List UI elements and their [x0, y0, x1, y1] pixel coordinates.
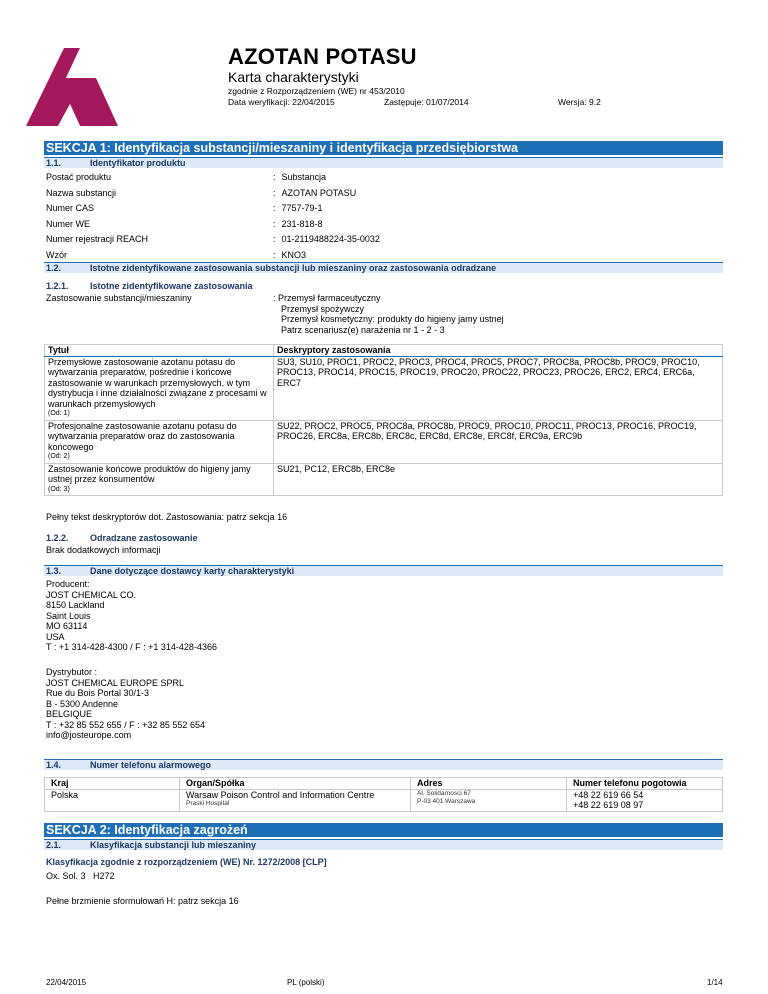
identifier-value-text: 7757-79-1: [281, 203, 323, 214]
subsection-label: Dane dotyczące dostawcy karty charakterystyki: [90, 566, 295, 576]
use-value: Przemysł kosmetyczny: produkty do higieny jamy ustnej: [281, 314, 504, 324]
emergency-address: Al. Solidarnosci 67: [417, 789, 471, 797]
subsection-1-1-heading: [44, 157, 723, 168]
subsection-label: Istotne zidentyfikowane zastosowania: [90, 281, 253, 291]
producer-line: MO 63114: [46, 621, 88, 631]
version-label: Wersja: 9.2: [558, 97, 601, 107]
identifier-label: Wzór: [46, 250, 67, 260]
distributor-line: info@josteurope.com: [46, 730, 132, 740]
subsection-number: 1.2.: [46, 263, 62, 273]
subsection-number: 1.2.1.: [46, 281, 69, 291]
producer-line: Producent:: [46, 579, 90, 589]
table-header-row: [45, 778, 723, 790]
use-value: Przemysł spożywczy: [281, 303, 365, 314]
separator: :: [273, 218, 276, 229]
identifier-value-text: 231-818-8: [281, 218, 323, 229]
subsection-label: Istotne zidentyfikowane zastosowania substancji lub mieszaniny oraz zastosowania odradzane: [90, 263, 497, 273]
identifier-label: Numer rejestracji REACH: [46, 234, 149, 245]
column-header: Numer telefonu pogotowia: [567, 778, 723, 790]
use-value: Przemysł farmaceutyczny: [278, 293, 381, 303]
company-logo: [22, 38, 122, 130]
table-row: [45, 789, 723, 811]
subsection-1-2-1-heading: [44, 281, 723, 292]
replaces-date: Zastępuje: 01/07/2014: [384, 97, 469, 107]
use-code: (Od: 1): [48, 410, 70, 417]
table-row: [45, 356, 723, 420]
subsection-number: 1.3.: [46, 566, 62, 576]
column-header: Adres: [411, 778, 567, 790]
column-header: Kraj: [45, 778, 180, 790]
producer-line: T : +1 314-428-4300 / F : +1 314-428-4366: [46, 642, 217, 652]
subsection-label: Odradzane zastosowanie: [90, 533, 198, 543]
distributor-line: Dystrybutor :: [46, 667, 98, 677]
identifier-value: [273, 172, 326, 182]
emergency-country: Polska: [45, 789, 180, 811]
separator: :: [273, 234, 276, 245]
footer-date: 22/04/2015: [46, 978, 87, 987]
section-2-heading: SEKCJA 2: Identyfikacja zagrożeń: [44, 823, 723, 837]
regulation-line: zgodnie z Rozporządzeniem (WE) nr 453/2010: [228, 86, 405, 96]
uses-table: [44, 344, 723, 496]
identifier-value-text: 01-2119488224-35-0032: [281, 234, 380, 245]
identifier-label: Nazwa substancji: [46, 187, 117, 198]
section-1-heading: SEKCJA 1: Identyfikacja substancji/mieszaniny i identyfikacja przedsiębiorstwa: [44, 141, 723, 155]
use-title: Przemysłowe zastosowanie azotanu potasu do wytwarzania preparatów, pośrednie i końcowe zastosowanie w warunkach przemysłowych, w tym dystrybucja i inne działalności związane z procesami w warunkach przemysłowych: [48, 356, 267, 409]
producer-line: Saint Louis: [46, 610, 91, 621]
use-descriptors: SU21, PC12, ERC8b, ERC8e: [274, 463, 723, 496]
producer-block: [46, 579, 217, 653]
clp-heading: Klasyfikacja zgodnie z rozporządzeniem (WE) Nr. 1272/2008 [CLP]: [46, 857, 327, 867]
use-code: (Od: 3): [48, 485, 70, 493]
separator: :: [273, 172, 276, 182]
use-code: (Od: 2): [48, 453, 70, 460]
separator: :: [273, 203, 276, 214]
identifier-label: Numer WE: [46, 218, 91, 229]
identifier-value: [273, 219, 323, 229]
use-values: : Przemysł farmaceutyczny Przemysł spożywczy Przemysł kosmetyczny: produkty do higieny jamy ustnej Patrz scenariusz(e) narażenia nr 1 - 2 - 3: [273, 293, 504, 335]
distributor-line: T : +32 85 552 655 / F : +32 85 552 654: [46, 719, 205, 730]
subsection-1-2-2-heading: [44, 533, 723, 544]
distributor-line: BELGIQUE: [46, 709, 93, 719]
separator: :: [273, 250, 276, 260]
identifier-value: [273, 250, 306, 260]
column-header: Organ/Spółka: [180, 778, 411, 790]
distributor-line: JOST CHEMICAL EUROPE SPRL: [46, 677, 185, 688]
no-info-text: Brak dodatkowych informacji: [46, 545, 161, 555]
subsection-label: Klasyfikacja substancji lub mieszaniny: [90, 840, 257, 850]
subsection-label: Numer telefonu alarmowego: [90, 760, 212, 770]
subsection-1-2-heading: [44, 262, 723, 273]
document-subtitle: Karta charakterystyki: [228, 69, 359, 85]
verification-date: Data weryfikacji: 22/04/2015: [228, 97, 335, 107]
table-row: [45, 420, 723, 463]
identifier-value: [273, 188, 356, 198]
column-header: Deskryptory zastosowania: [274, 345, 723, 357]
identifier-value-text: KNO3: [281, 250, 307, 260]
column-header: Tytuł: [45, 345, 274, 357]
producer-line: JOST CHEMICAL CO.: [46, 589, 137, 600]
use-descriptors: SU3, SU10, PROC1, PROC2, PROC3, PROC4, PROC5, PROC7, PROC8a, PROC8b, PROC9, PROC10, PROC13, PROC14, PROC15, PROC19, PROC20, PROC22, PROC23, PROC26, ERC2, ERC4, ERC6a, ERC7: [274, 356, 723, 420]
identifier-label: Numer CAS: [46, 203, 95, 214]
use-descriptors: SU22, PROC2, PROC5, PROC8a, PROC8b, PROC9, PROC10, PROC11, PROC13, PROC16, PROC19, PROC26, ERC8a, ERC8b, ERC8c, ERC8d, ERC8e, ERC8f, ERC9a, ERC9b: [274, 420, 723, 463]
emergency-phone: +48 22 619 66 54: [573, 789, 644, 800]
emergency-org-sub: Praski Hospital: [186, 800, 230, 807]
footer-page: 1/14: [707, 978, 723, 987]
subsection-label: Identyfikator produktu: [90, 158, 186, 168]
use-label: Zastosowanie substancji/mieszaniny: [46, 293, 192, 303]
distributor-block: [46, 667, 205, 741]
subsection-2-1-heading: [44, 839, 723, 850]
subsection-number: 1.4.: [46, 760, 62, 770]
use-title: Profesjonalne zastosowanie azotanu potasu do wytwarzania preparatów oraz do zastosowania końcowego: [48, 420, 237, 452]
subsection-1-3-heading: [44, 565, 723, 576]
producer-line: USA: [46, 631, 65, 642]
distributor-line: B - 5300 Andenne: [46, 698, 119, 709]
emergency-table: [44, 777, 723, 812]
subsection-1-4-heading: [44, 759, 723, 770]
identifier-value-text: Substancja: [281, 172, 327, 182]
h-statements-note: Pełne brzmienie sformułowań H: patrz sekcja 16: [46, 896, 239, 906]
identifier-value: [273, 203, 323, 213]
subsection-number: 1.1.: [46, 158, 62, 168]
footer-language: PL (polski): [287, 978, 325, 987]
identifier-value: [273, 234, 380, 244]
producer-line: 8150 Lackland: [46, 600, 105, 610]
clp-value: Ox. Sol. 3 H272: [46, 871, 115, 881]
emergency-org: Warsaw Poison Control and Information Centre: [186, 789, 375, 800]
separator: :: [273, 187, 276, 198]
distributor-line: Rue du Bois Portal 30/1-3: [46, 688, 150, 698]
use-title: Zastosowanie końcowe produktów do higieny jamy ustnej przez konsumentów: [48, 463, 251, 484]
table-row: [45, 463, 723, 496]
subsection-number: 2.1.: [46, 840, 62, 850]
table-header-row: [45, 345, 723, 357]
full-text-note: Pełny tekst deskryptorów dot. Zastosowania: patrz sekcja 16: [46, 512, 288, 522]
emergency-phone: +48 22 619 08 97: [573, 800, 644, 810]
use-value: Patrz scenariusz(e) narażenia nr 1 - 2 - 3: [281, 324, 445, 335]
identifier-label: Postać produktu: [46, 172, 112, 182]
subsection-number: 1.2.2.: [46, 533, 69, 543]
emergency-address: P-03 401 Warszawa: [417, 797, 476, 805]
document-title: AZOTAN POTASU: [228, 44, 417, 69]
identifier-value-text: AZOTAN POTASU: [281, 187, 357, 198]
